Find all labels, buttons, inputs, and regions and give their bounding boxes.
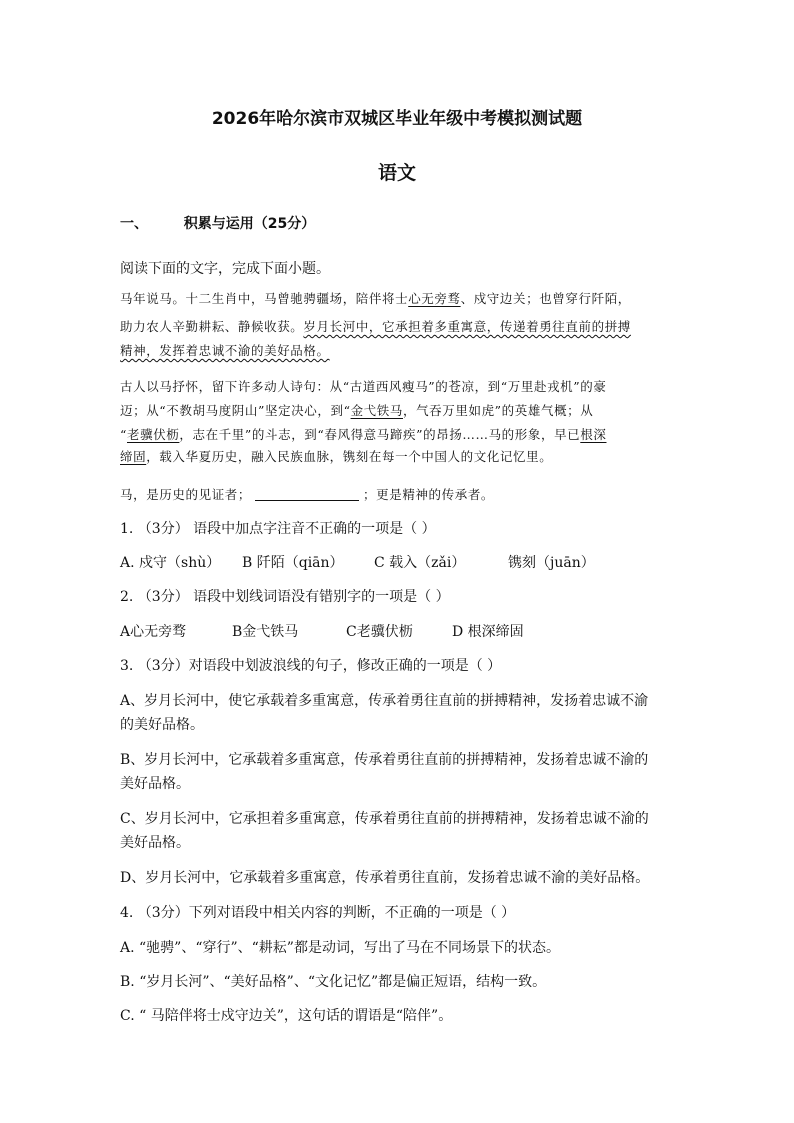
q4-option-b[interactable]: B. “岁月长河”、“美好品格”、“文化记忆”都是偏正短语，结构一致。 <box>120 974 547 990</box>
passage-text: 古人以马抒怀，留下许多动人诗句：从“古道西风瘦马”的苍凉，到“万里赴戎机”的豪 <box>120 379 607 394</box>
wavy-sentence: 岁月长河中，它承担着多重寓意，传递着勇往直前的拼搏 <box>303 319 631 334</box>
q2-option-b[interactable]: B金弋铁马 <box>232 624 299 640</box>
q3-option-a-cont: 的美好品格。 <box>120 717 204 733</box>
question-2-options <box>120 621 524 641</box>
question-1-options <box>120 552 595 572</box>
passage-text: ；更是精神的传承者。 <box>363 487 495 502</box>
q4-option-c[interactable]: C. “ 马陪伴将士戍守边关”，这句话的谓语是“陪伴”。 <box>120 1008 453 1024</box>
passage-line <box>120 377 606 395</box>
passage-text: 、戍守边关；也曾穿行阡陌， <box>460 291 631 306</box>
q1-option-c[interactable]: C 载入（zǎi） <box>374 555 466 571</box>
passage-line <box>120 341 330 359</box>
answer-blank[interactable] <box>255 487 359 501</box>
underlined-word: 心无旁骛 <box>408 291 461 306</box>
passage-text: 助力农人辛勤耕耘、静候收获。 <box>120 319 304 334</box>
question-4-stem: 4. （3分）下列对语段中相关内容的判断，不正确的一项是（ ） <box>120 905 516 921</box>
question-2-stem: 2. （3分） 语段中划线词语没有错别字的一项是（ ） <box>120 589 450 605</box>
passage-line <box>120 447 552 465</box>
passage-line <box>120 289 631 307</box>
q3-option-b-cont: 美好品格。 <box>120 776 190 792</box>
question-1-stem: 1. （3分） 语段中加点字注音不正确的一项是（ ） <box>120 521 436 537</box>
underlined-word: 老骥伏枥 <box>127 427 180 442</box>
passage-text: 迈；从“不教胡马度阴山”坚定决心，到“ <box>120 403 351 418</box>
instruction: 阅读下面的文字，完成下面小题。 <box>120 261 330 277</box>
fill-in-sentence <box>120 485 494 503</box>
passage-line <box>120 425 606 443</box>
passage-text: “ <box>120 427 127 442</box>
section-number: 一、 <box>120 216 148 232</box>
passage-text: ，志在千里”的斗志，到“春风得意马蹄疾”的昂扬……马的形象，早已 <box>179 427 581 442</box>
wavy-sentence: 精神，发挥着忠诚不渝的美好品格。 <box>120 343 330 358</box>
passage-text: 马，是历史的见证者； <box>120 487 252 502</box>
passage-text: ，气吞万里如虎”的英雄气概；从 <box>402 403 594 418</box>
q4-option-a[interactable]: A. “驰骋”、“穿行”、“耕耘”都是动词，写出了马在不同场景下的状态。 <box>120 940 560 956</box>
q2-option-d[interactable]: D 根深缔固 <box>452 624 524 640</box>
passage-line <box>120 317 631 335</box>
exam-title: 2026年哈尔滨市双城区毕业年级中考模拟测试题 <box>211 109 583 129</box>
passage-line <box>120 401 593 419</box>
q3-option-c[interactable]: C、岁月长河中，它承担着多重寓意，传承着勇往直前的拼搏精神，发扬着忠诚不渝的 <box>120 811 649 827</box>
q3-option-b[interactable]: B、岁月长河中，它承载着多重寓意，传承着勇往直前的拼搏精神，发扬着忠诚不渝的 <box>120 752 649 768</box>
underlined-word: 金弋铁马 <box>350 403 403 418</box>
q2-option-a[interactable]: A心无旁骛 <box>120 624 187 640</box>
passage-text: ，载入华夏历史，融入民族血脉，镌刻在每一个中国人的文化记忆里。 <box>146 449 553 464</box>
q1-option-d[interactable]: 镌刻（juān） <box>508 555 595 571</box>
q1-option-a[interactable]: A. 戍守（shù） <box>120 555 221 571</box>
q3-option-d[interactable]: D、岁月长河中，它承载着多重寓意，传承着勇往直前，发扬着忠诚不渝的美好品格。 <box>120 870 650 886</box>
section-heading <box>120 213 315 233</box>
q3-option-a[interactable]: A、岁月长河中，使它承载着多重寓意，传承着勇往直前的拼搏精神，发扬着忠诚不渝 <box>120 693 649 709</box>
question-3-stem: 3. （3分）对语段中划波浪线的句子，修改正确的一项是（ ） <box>120 658 502 674</box>
passage-text: 马年说马。十二生肖中，马曾驰骋疆场，陪伴将士 <box>120 291 409 306</box>
underlined-word: 根深 <box>580 427 607 442</box>
q3-option-c-cont: 美好品格。 <box>120 835 190 851</box>
q2-option-c[interactable]: C老骥伏枥 <box>346 624 413 640</box>
underlined-word: 缔固 <box>120 449 147 464</box>
section-title: 积累与运用（25分） <box>183 216 316 232</box>
subject-title: 语文 <box>377 162 416 184</box>
q1-option-b[interactable]: B 阡陌（qiān） <box>242 555 344 571</box>
